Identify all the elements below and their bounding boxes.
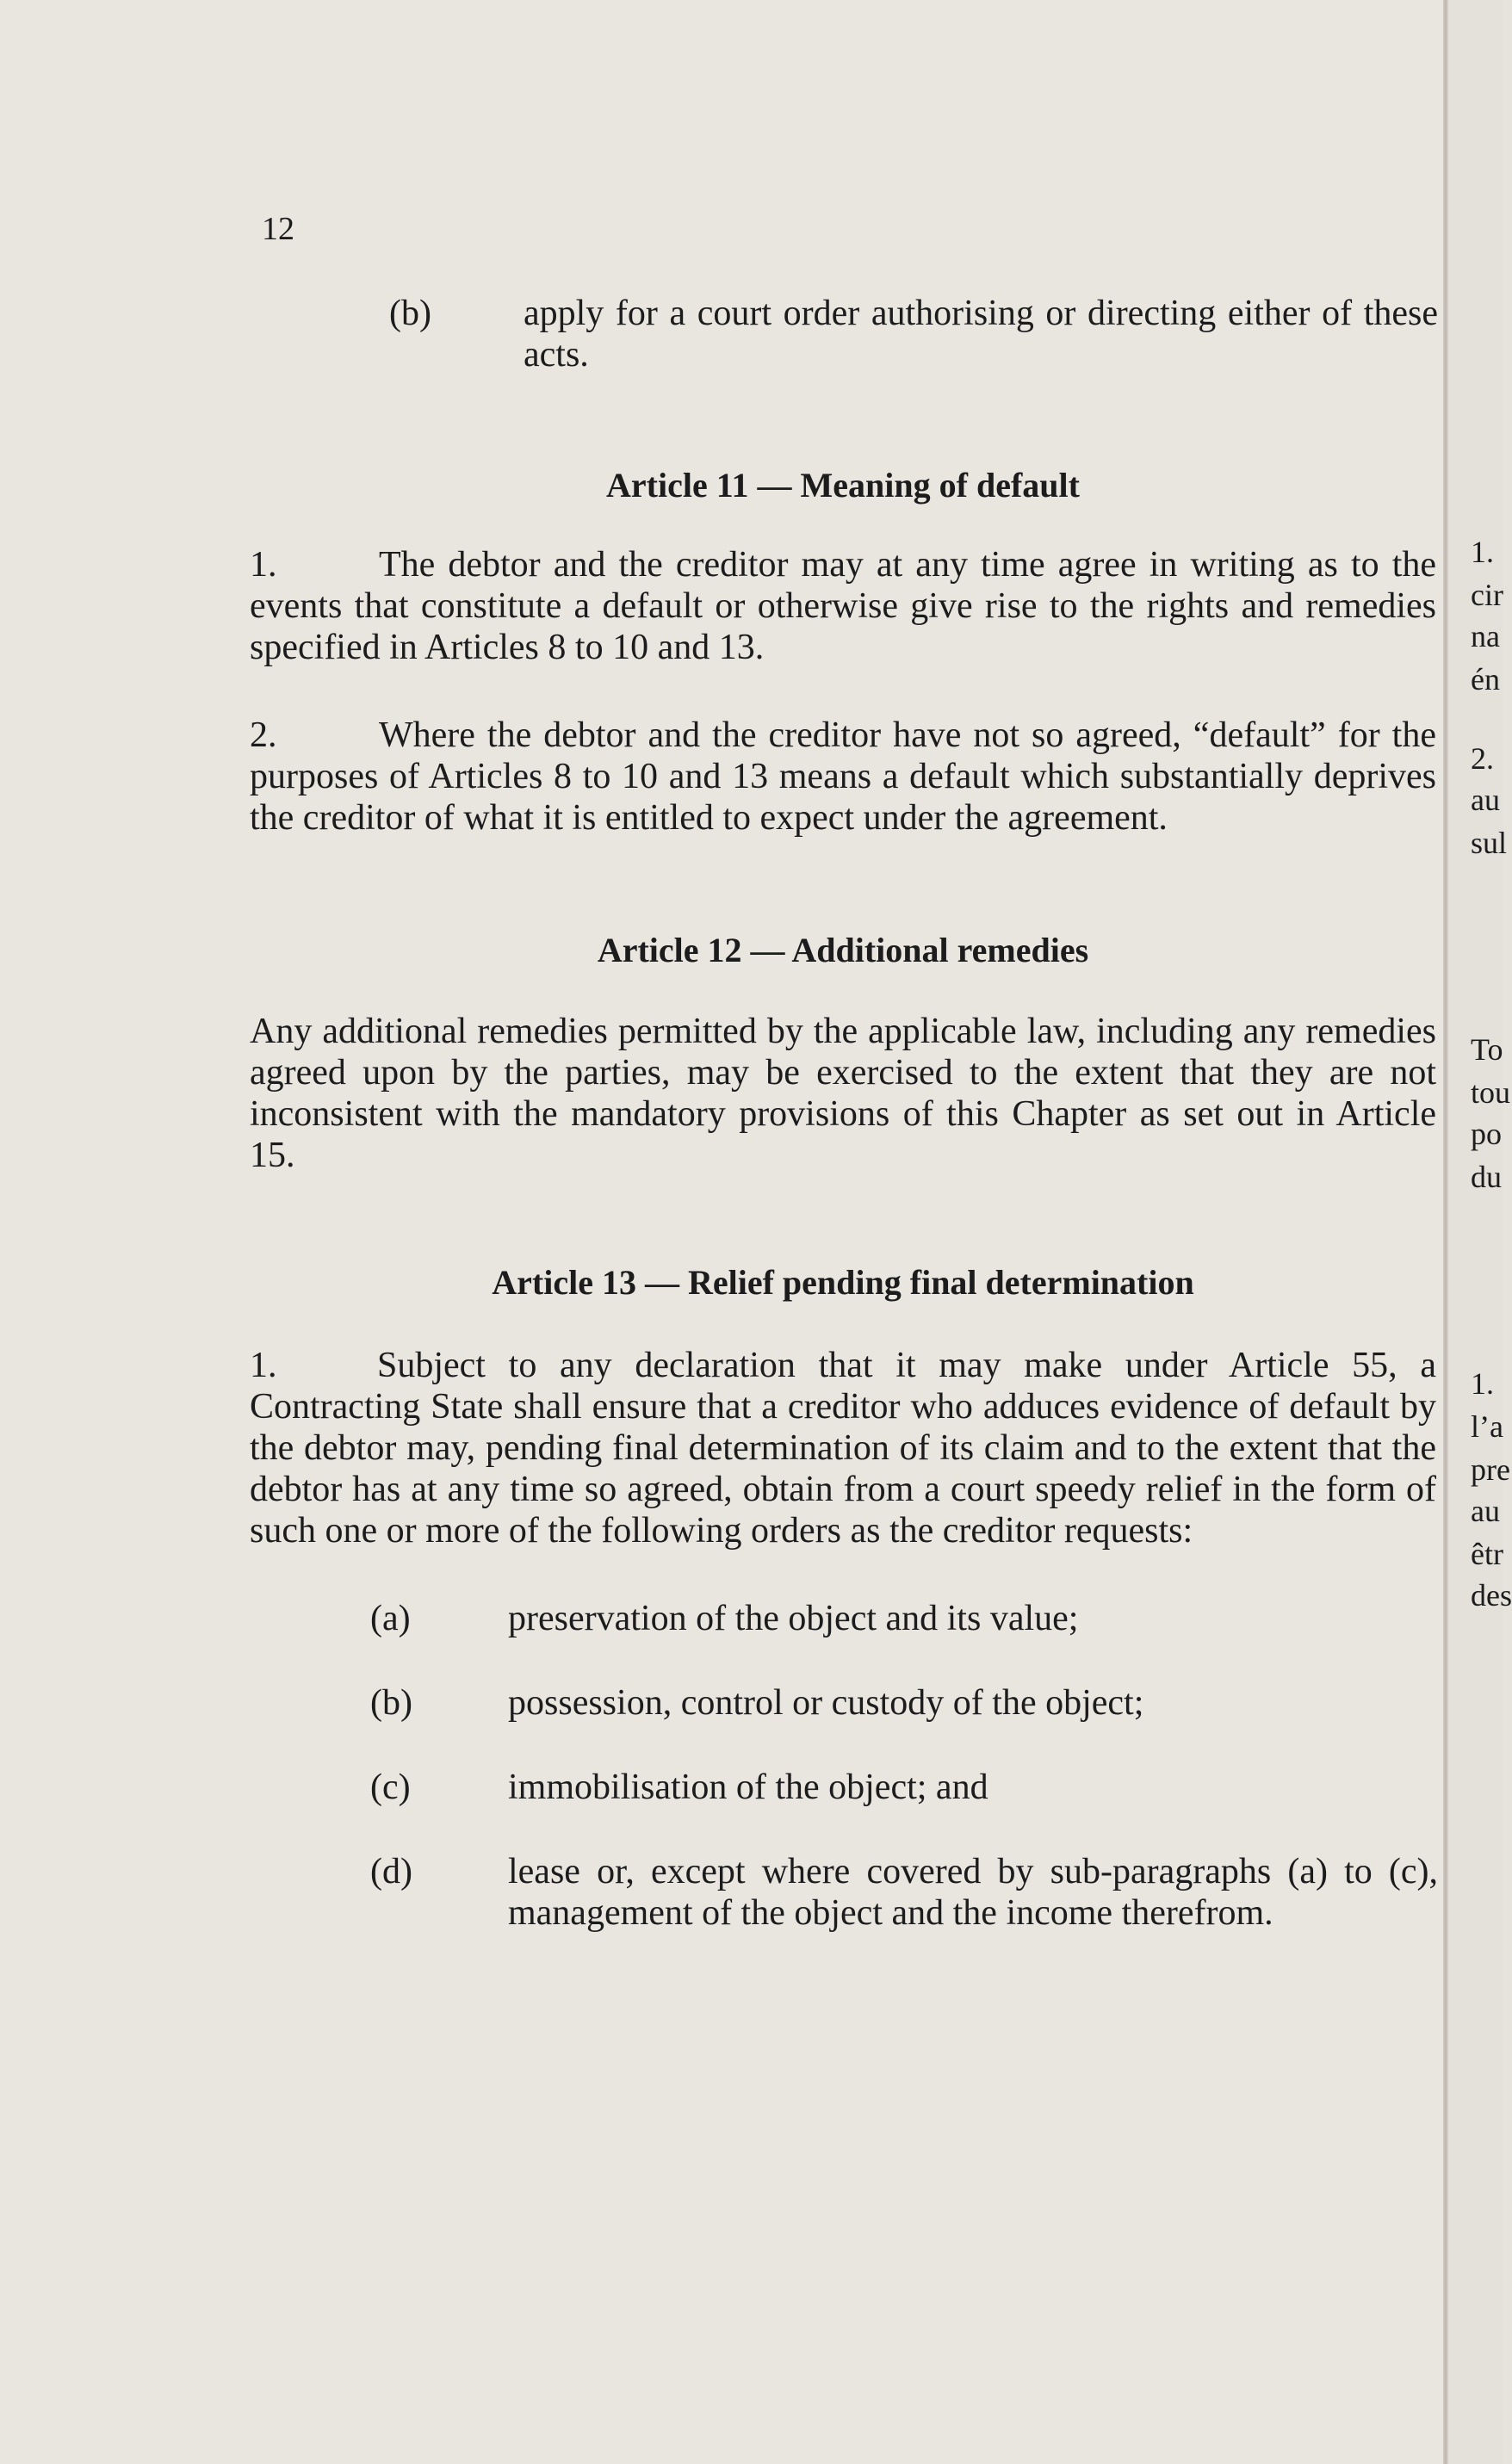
article-13-item-b: [370, 1682, 1438, 1724]
facing-fragment: êtr: [1471, 1537, 1503, 1571]
article-12-paragraph: Any additional remedies permitted by the applicable law, including any remedies agreed upon by the parties, may be exercised to the extent that they are not inconsistent with the mandatory provisions of this Chapter as set out in Article 15.: [250, 1012, 1436, 1175]
facing-fragment: l’a: [1471, 1409, 1503, 1444]
item-text: possession, control or custody of the object;: [508, 1683, 1144, 1723]
facing-fragment: cir: [1471, 578, 1503, 612]
article-11-paragraph-1: [250, 544, 1436, 668]
page-number: 12: [262, 211, 294, 247]
article-13-item-c: [370, 1767, 1438, 1808]
paragraph-number: 2.: [250, 715, 277, 755]
item-label: (c): [370, 1768, 411, 1807]
article-11-paragraph-2: [250, 715, 1436, 839]
item-text: lease or, except where covered by sub-paragraphs (a) to (c), management of the object and the income therefrom.: [508, 1852, 1438, 1933]
intro-item-text: apply for a court order authorising or directing either of these acts.: [524, 294, 1438, 375]
facing-fragment: des: [1471, 1578, 1512, 1613]
facing-page-edge: [1448, 0, 1512, 2464]
article-13-item-a: [370, 1598, 1438, 1639]
facing-fragment: du: [1471, 1160, 1502, 1194]
item-label: (a): [370, 1599, 411, 1638]
facing-fragment: tou: [1471, 1075, 1511, 1110]
item-text: preservation of the object and its value;: [508, 1599, 1079, 1638]
facing-fragment: po: [1471, 1117, 1502, 1151]
paragraph-number: 1.: [250, 545, 277, 585]
facing-fragment: 2.: [1471, 741, 1494, 776]
facing-fragment: 1.: [1471, 535, 1494, 569]
facing-fragment: 1.: [1471, 1366, 1494, 1401]
facing-fragment: én: [1471, 662, 1500, 696]
item-label: (d): [370, 1852, 412, 1891]
facing-fragment: au: [1471, 783, 1500, 817]
facing-fragment: na: [1471, 619, 1500, 653]
facing-fragment: To: [1471, 1032, 1503, 1067]
article-11-heading: Article 11 — Meaning of default: [606, 466, 1080, 505]
article-13-heading: Article 13 — Relief pending final determination: [492, 1263, 1194, 1302]
facing-fragment: sul: [1471, 826, 1508, 860]
item-label: (b): [370, 1683, 412, 1723]
paragraph-number: 1.: [250, 1346, 277, 1385]
facing-fragment: au: [1471, 1494, 1500, 1528]
item-text: immobilisation of the object; and: [508, 1768, 988, 1807]
article-13-item-d: [370, 1851, 1438, 1934]
facing-fragment: pre: [1471, 1452, 1510, 1487]
paragraph-text: Subject to any declaration that it may make under Article 55, a Contracting State shall ensure that a creditor who adduces evidence of default by the debtor may, pending final determination of its claim and to the extent that the debtor has at any time so agreed, obtain from a court speedy relief in the form of such one or more of the following orders as the creditor requests:: [250, 1346, 1436, 1551]
article-13-paragraph-1: [250, 1345, 1436, 1551]
intro-item-label: (b): [389, 294, 431, 333]
paragraph-text: Where the debtor and the creditor have not so agreed, “default” for the purposes of Articles 8 to 10 and 13 means a default which substantially deprives the creditor of what it is entitled to expect under the agreement.: [250, 715, 1436, 838]
article-12-heading: Article 12 — Additional remedies: [597, 931, 1089, 969]
paragraph-text: The debtor and the creditor may at any time agree in writing as to the events that constitute a default or otherwise give rise to the rights and remedies specified in Articles 8 to 10 and 13.: [250, 545, 1436, 667]
intro-item: [389, 293, 1438, 375]
